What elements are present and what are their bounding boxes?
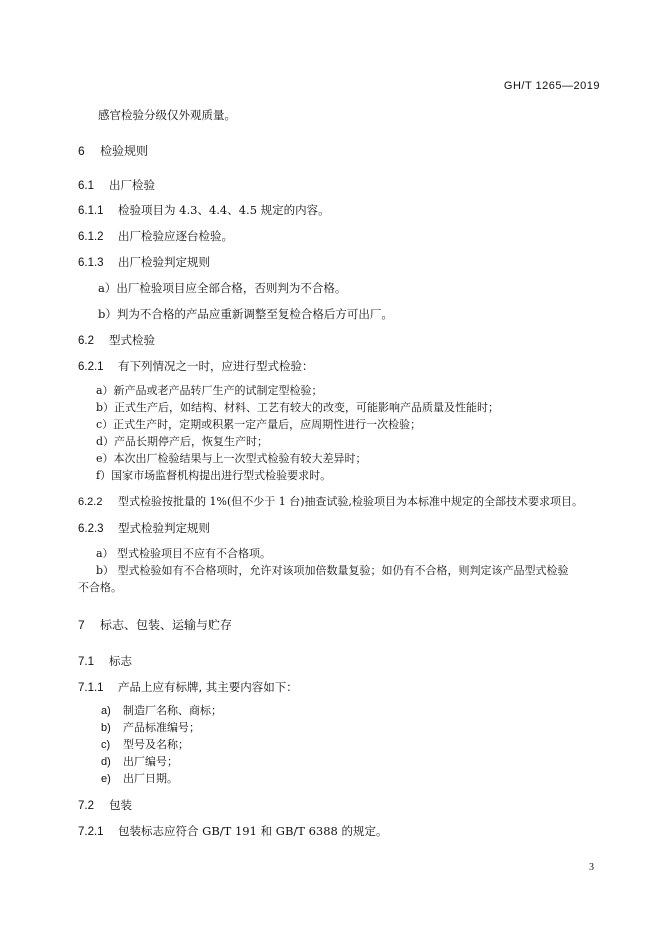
section-6-2-heading — [78, 332, 155, 349]
list-item — [101, 720, 200, 736]
list-label: b) — [101, 722, 111, 734]
clause-number: 6.1.2 — [78, 231, 104, 243]
section-7-2-heading — [78, 797, 132, 814]
clause-text: 出厂检验应逐台检验。 — [118, 229, 233, 243]
section-6-1-heading — [78, 177, 155, 194]
clause-6-1-2 — [78, 228, 233, 245]
list-item: e）本次出厂检验结果与上一次型式检验有较大差异时； — [96, 452, 367, 465]
clause-number: 7.2.1 — [78, 826, 104, 838]
section-number: 7 — [78, 618, 85, 632]
clause-number: 7.1.1 — [78, 682, 104, 694]
list-text: 制造厂名称、商标； — [123, 704, 222, 717]
list-item: a）出厂检验项目应全部合格，否则判为不合格。 — [98, 281, 347, 295]
list-item — [101, 703, 222, 719]
clause-number: 6.2.2 — [78, 496, 103, 508]
list-label: c) — [101, 739, 111, 751]
clause-text: 型式检验按批量的 1%(但不少于 1 台)抽查试验,检验项目为本标准中规定的全部技术要求项目。 — [118, 495, 584, 508]
section-title: 检验规则 — [100, 144, 149, 158]
clause-text: 检验项目为 4.3、4.4、4.5 规定的内容。 — [118, 203, 330, 217]
continued-paragraph: 感官检验分级仅外观质量。 — [98, 108, 236, 122]
clause-6-2-3 — [78, 520, 210, 537]
list-item: b）正式生产后，如结构、材料、工艺有较大的改变，可能影响产品质量及性能时； — [96, 401, 500, 414]
clause-number: 6.1.3 — [78, 257, 104, 269]
section-number: 6.1 — [78, 180, 94, 192]
section-number: 6 — [78, 144, 85, 158]
section-7-heading — [78, 617, 232, 633]
clause-text: 产品上应有标牌, 其主要内容如下： — [118, 680, 298, 694]
list-text: 出厂日期。 — [123, 772, 178, 785]
clause-number: 6.1.1 — [78, 205, 104, 217]
list-item: d）产品长期停产后，恢复生产时； — [96, 435, 269, 448]
clause-7-1-1 — [78, 679, 298, 696]
list-text: 型号及名称； — [123, 738, 189, 751]
clause-text: 包装标志应符合 GB/T 191 和 GB/T 6388 的规定。 — [118, 824, 388, 838]
section-title: 型式检验 — [109, 333, 155, 347]
section-number: 7.2 — [78, 800, 94, 812]
clause-number: 6.2.3 — [78, 523, 104, 535]
clause-6-1-1 — [78, 202, 330, 219]
clause-number: 6.2.1 — [78, 361, 104, 373]
list-item — [101, 771, 178, 787]
section-title: 出厂检验 — [109, 178, 155, 192]
list-item: b）判为不合格的产品应重新调整至复检合格后方可出厂。 — [98, 307, 393, 321]
section-6-heading — [78, 143, 148, 159]
section-number: 6.2 — [78, 335, 94, 347]
section-title: 包装 — [109, 798, 132, 812]
section-title: 标志 — [109, 654, 132, 668]
list-item — [101, 754, 178, 770]
list-item — [101, 737, 189, 753]
list-text: 产品标准编号； — [123, 721, 200, 734]
clause-6-1-3 — [78, 254, 210, 271]
list-item: f）国家市场监督机构提出进行型式检验要求时。 — [96, 469, 332, 482]
list-label: e) — [101, 773, 111, 785]
list-item: b） 型式检验如有不合格项时，允许对该项加倍数量复验；如仍有不合格，则判定该产品型式检验 — [96, 564, 569, 577]
clause-text: 出厂检验判定规则 — [118, 255, 210, 269]
page-number: 3 — [589, 862, 594, 873]
list-label: d) — [101, 756, 111, 768]
clause-6-2-1 — [78, 358, 314, 375]
clause-7-2-1 — [78, 823, 388, 840]
section-title: 标志、包装、运输与贮存 — [100, 618, 233, 632]
list-text: 出厂编号； — [123, 755, 178, 768]
section-7-1-heading — [78, 653, 132, 670]
list-item: a）新产品或老产品转厂生产的试制定型检验； — [96, 384, 323, 397]
clause-text: 型式检验判定规则 — [118, 521, 210, 535]
list-item: a） 型式检验项目不应有不合格项。 — [96, 547, 272, 560]
clause-text: 有下列情况之一时，应进行型式检验： — [118, 359, 314, 373]
list-item: c）正式生产时，定期或积累一定产量后，应周期性进行一次检验； — [96, 418, 422, 431]
section-number: 7.1 — [78, 656, 94, 668]
list-item-continuation: 不合格。 — [78, 581, 122, 594]
document-code: GH/T 1265—2019 — [503, 80, 600, 92]
clause-6-2-2 — [78, 494, 583, 510]
list-label: a) — [101, 705, 111, 717]
